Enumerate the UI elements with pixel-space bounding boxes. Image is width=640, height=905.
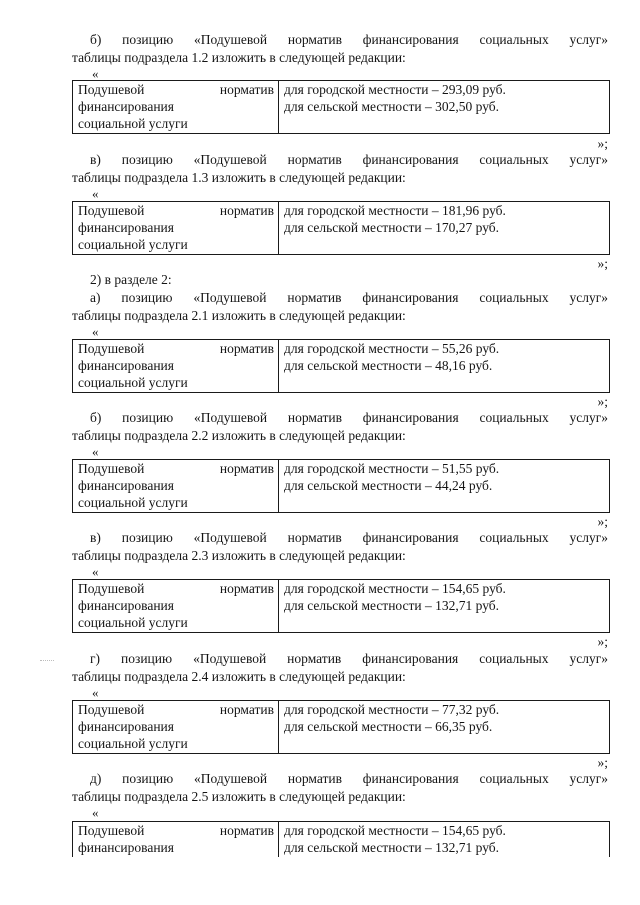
label-word: Подушевой xyxy=(78,82,145,97)
closing-quote: »; xyxy=(597,136,608,151)
label-line: финансирования xyxy=(78,719,174,734)
table-row xyxy=(73,81,610,134)
label-word: норматив xyxy=(219,461,274,476)
label-line: финансирования xyxy=(78,478,174,493)
label-line: социальной услуги xyxy=(78,495,188,510)
label-word: Подушевой xyxy=(78,581,145,596)
label-line: социальной услуги xyxy=(78,116,188,131)
amendment-paragraph-g-2-4 xyxy=(72,650,608,686)
paragraph-line-1: г) позицию «Подушевой норматив финансирования социальных услуг» xyxy=(90,651,608,666)
label-line: финансирования xyxy=(78,598,174,613)
opening-quote: « xyxy=(92,186,99,201)
label-line: финансирования xyxy=(78,358,174,373)
table-row xyxy=(73,580,610,633)
norm-value-cell xyxy=(279,580,610,633)
norm-table-1-2 xyxy=(72,80,610,134)
label-line: финансирования xyxy=(78,220,174,235)
urban-rate: для городской местности – 293,09 руб. xyxy=(284,82,506,97)
label-word: норматив xyxy=(219,581,274,596)
paragraph-line-1: а) позицию «Подушевой норматив финансирования социальных услуг» xyxy=(90,290,608,305)
urban-rate: для городской местности – 154,65 руб. xyxy=(284,823,506,838)
paragraph-line-1: б) позицию «Подушевой норматив финансирования социальных услуг» xyxy=(90,410,608,425)
norm-table-2-3 xyxy=(72,579,610,633)
norm-label-cell xyxy=(73,822,279,858)
label-word: норматив xyxy=(219,82,274,97)
label-line: финансирования xyxy=(78,840,174,855)
norm-value-cell xyxy=(279,701,610,754)
norm-label-cell xyxy=(73,202,279,255)
label-line: социальной услуги xyxy=(78,375,188,390)
paragraph-line-2: таблицы подраздела 2.1 изложить в следующей редакции: xyxy=(72,308,406,323)
paragraph-line-1: б) позицию «Подушевой норматив финансирования социальных услуг» xyxy=(90,32,608,47)
norm-label-cell xyxy=(73,460,279,513)
rural-rate: для сельской местности – 48,16 руб. xyxy=(284,358,493,373)
paragraph-line-1: в) позицию «Подушевой норматив финансирования социальных услуг» xyxy=(90,530,608,545)
paragraph-line-2: таблицы подраздела 1.2 изложить в следующей редакции: xyxy=(72,50,406,65)
label-line: социальной услуги xyxy=(78,615,188,630)
opening-quote: « xyxy=(92,564,99,579)
norm-value-cell xyxy=(279,202,610,255)
closing-quote: »; xyxy=(597,755,608,770)
norm-table-2-5 xyxy=(72,821,610,857)
table-row xyxy=(73,822,610,858)
label-word: норматив xyxy=(219,702,274,717)
norm-label-cell xyxy=(73,340,279,393)
table-row xyxy=(73,202,610,255)
label-line: социальной услуги xyxy=(78,736,188,751)
table-row xyxy=(73,460,610,513)
urban-rate: для городской местности – 77,32 руб. xyxy=(284,702,500,717)
norm-table-2-2 xyxy=(72,459,610,513)
urban-rate: для городской местности – 181,96 руб. xyxy=(284,203,506,218)
norm-value-cell xyxy=(279,81,610,134)
rural-rate: для сельской местности – 170,27 руб. xyxy=(284,220,500,235)
section-2-heading: 2) в разделе 2: xyxy=(90,272,172,287)
norm-label-cell xyxy=(73,701,279,754)
norm-label-cell xyxy=(73,580,279,633)
opening-quote: « xyxy=(92,805,99,820)
norm-value-cell xyxy=(279,340,610,393)
closing-quote: »; xyxy=(597,394,608,409)
norm-value-cell xyxy=(279,460,610,513)
table-row xyxy=(73,701,610,754)
closing-quote: »; xyxy=(597,634,608,649)
amendment-paragraph-d-2-5 xyxy=(72,770,608,806)
opening-quote: « xyxy=(92,444,99,459)
rural-rate: для сельской местности – 132,71 руб. xyxy=(284,840,500,855)
label-word: Подушевой xyxy=(78,203,145,218)
paragraph-line-2: таблицы подраздела 2.4 изложить в следующей редакции: xyxy=(72,669,406,684)
label-word: норматив xyxy=(219,823,274,838)
paragraph-line-1: в) позицию «Подушевой норматив финансирования социальных услуг» xyxy=(90,152,608,167)
urban-rate: для городской местности – 154,65 руб. xyxy=(284,581,506,596)
norm-value-cell xyxy=(279,822,610,858)
rural-rate: для сельской местности – 66,35 руб. xyxy=(284,719,493,734)
norm-table-2-1 xyxy=(72,339,610,393)
rural-rate: для сельской местности – 44,24 руб. xyxy=(284,478,493,493)
amendment-paragraph-v-1-3 xyxy=(72,151,608,187)
table-row xyxy=(73,340,610,393)
paragraph-line-2: таблицы подраздела 2.5 изложить в следующей редакции: xyxy=(72,789,406,804)
urban-rate: для городской местности – 55,26 руб. xyxy=(284,341,500,356)
label-word: Подушевой xyxy=(78,702,145,717)
paragraph-line-2: таблицы подраздела 1.3 изложить в следующей редакции: xyxy=(72,170,406,185)
paragraph-line-2: таблицы подраздела 2.3 изложить в следующей редакции: xyxy=(72,548,406,563)
norm-table-2-4 xyxy=(72,700,610,754)
norm-table-1-3 xyxy=(72,201,610,255)
opening-quote: « xyxy=(92,685,99,700)
urban-rate: для городской местности – 51,55 руб. xyxy=(284,461,500,476)
rural-rate: для сельской местности – 132,71 руб. xyxy=(284,598,500,613)
label-word: норматив xyxy=(219,341,274,356)
amendment-paragraph-b-1-2 xyxy=(72,31,608,67)
amendment-paragraph-a-2-1 xyxy=(72,289,608,325)
label-line: социальной услуги xyxy=(78,237,188,252)
label-word: Подушевой xyxy=(78,461,145,476)
label-line: финансирования xyxy=(78,99,174,114)
amendment-paragraph-v-2-3 xyxy=(72,529,608,565)
label-word: Подушевой xyxy=(78,341,145,356)
label-word: Подушевой xyxy=(78,823,145,838)
opening-quote: « xyxy=(92,324,99,339)
norm-label-cell xyxy=(73,81,279,134)
paragraph-line-1: д) позицию «Подушевой норматив финансирования социальных услуг» xyxy=(90,771,608,786)
closing-quote: »; xyxy=(597,514,608,529)
scan-margin-mark xyxy=(40,660,54,661)
paragraph-line-2: таблицы подраздела 2.2 изложить в следующей редакции: xyxy=(72,428,406,443)
rural-rate: для сельской местности – 302,50 руб. xyxy=(284,99,500,114)
opening-quote: « xyxy=(92,66,99,81)
label-word: норматив xyxy=(219,203,274,218)
amendment-paragraph-b-2-2 xyxy=(72,409,608,445)
closing-quote: »; xyxy=(597,256,608,271)
